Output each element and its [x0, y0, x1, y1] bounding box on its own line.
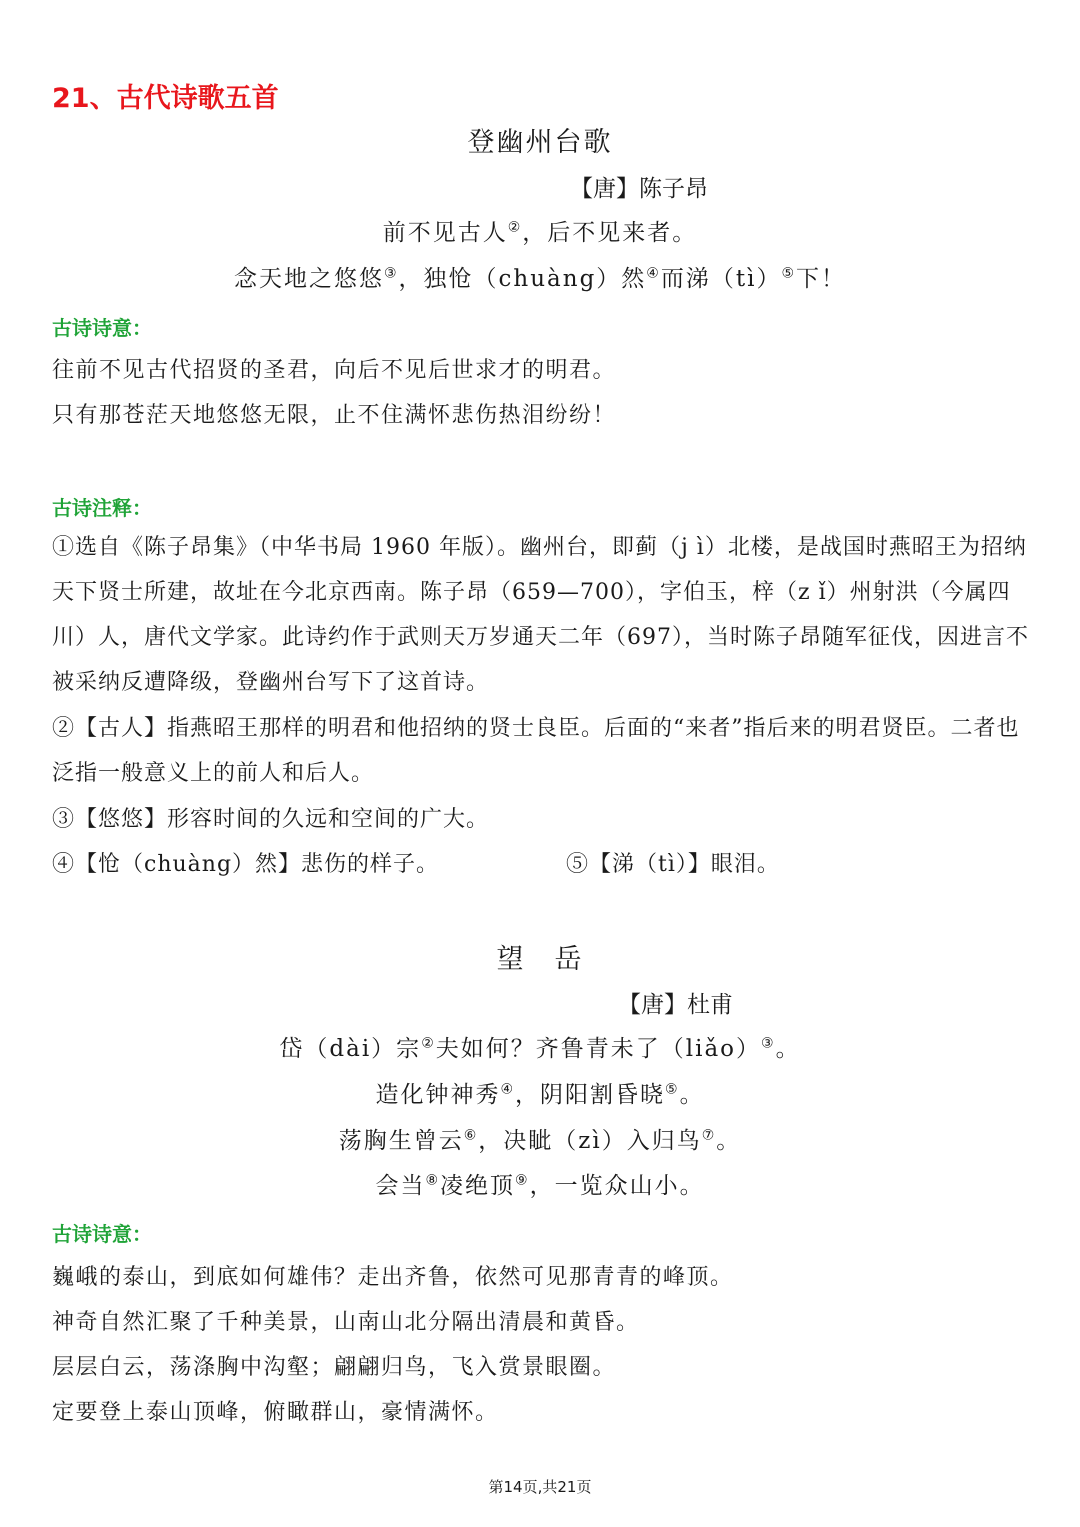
poem2-line-3: 荡胸生曾云⑥，决眦（zì）入归鸟⑦。: [338, 1127, 742, 1154]
poem1-line-1: 前不见古人②，后不见来者。: [382, 219, 698, 246]
poem2-meaning-label: 古诗诗意：: [52, 1222, 152, 1246]
poem1-meaning-line-2: 只有那苍茫天地悠悠无限，止不住满怀悲伤热泪纷纷！: [52, 403, 617, 428]
poem1-title: 登幽州台歌: [467, 127, 613, 158]
poem1-note-2: ②【古人】指燕昭王那样的明君和他招纳的贤士良臣。后面的“来者”指后来的明君贤臣。二者也泛指一般意义上的前人和后人。: [52, 716, 1020, 786]
poem1-note-4: ④【怆（chuàng）然】悲伤的样子。: [52, 852, 440, 877]
poem2-meaning-line-3: 层层白云，荡涤胸中沟壑；翩翩归鸟，飞入赏景眼圈。: [52, 1355, 617, 1380]
section-title: 21、古代诗歌五首: [52, 83, 279, 114]
poem2-meaning-line-1: 巍峨的泰山，到底如何雄伟？走出齐鲁，依然可见那青青的峰顶。: [52, 1265, 734, 1290]
poem1-notes-label: 古诗注释：: [52, 496, 152, 520]
poem2-line-2: 造化钟神秀④，阴阳割昏晓⑤。: [375, 1081, 705, 1108]
poem1-note-1: ①选自《陈子昂集》（中华书局 1960 年版）。幽州台，即蓟（j ì）北楼，是战国时燕昭王为招纳天下贤士所建，故址在今北京西南。陈子昂（659—700），字伯玉，梓（z ǐ）州射洪（今属四川）人，唐代文学家。此诗约作于武则天万岁通天二年（697），当时陈子昂随军征伐，因进言不被采纳反遭降级，登幽州台写下了这首诗。: [52, 535, 1029, 695]
poem1-meaning-label: 古诗诗意：: [52, 316, 152, 340]
poem1-author: 【唐】陈子昂: [570, 176, 708, 202]
page-number: 第14页,共21页: [488, 1478, 592, 1496]
poem2-line-1: 岱（dài）宗②夫如何？齐鲁青未了（liǎo）③。: [279, 1035, 801, 1062]
poem1-line-2: 念天地之悠悠③，独怆（chuàng）然④而涕（tì）⑤下！: [233, 265, 847, 292]
poem2-meaning-line-4: 定要登上泰山顶峰，俯瞰群山，豪情满怀。: [52, 1400, 499, 1425]
poem2-author: 【唐】杜甫: [618, 992, 733, 1018]
poem1-meaning-line-1: 往前不见古代招贤的圣君，向后不见后世求才的明君。: [52, 358, 617, 383]
poem1-note-3: ③【悠悠】形容时间的久远和空间的广大。: [52, 807, 490, 832]
poem2-line-4: 会当⑧凌绝顶⑨，一览众山小。: [375, 1172, 705, 1199]
poem2-meaning-line-2: 神奇自然汇聚了千种美景，山南山北分隔出清晨和黄昏。: [52, 1310, 640, 1335]
poem1-note-5: ⑤【涕（tì）】眼泪。: [566, 852, 780, 877]
poem2-title: 望 岳: [496, 944, 584, 975]
